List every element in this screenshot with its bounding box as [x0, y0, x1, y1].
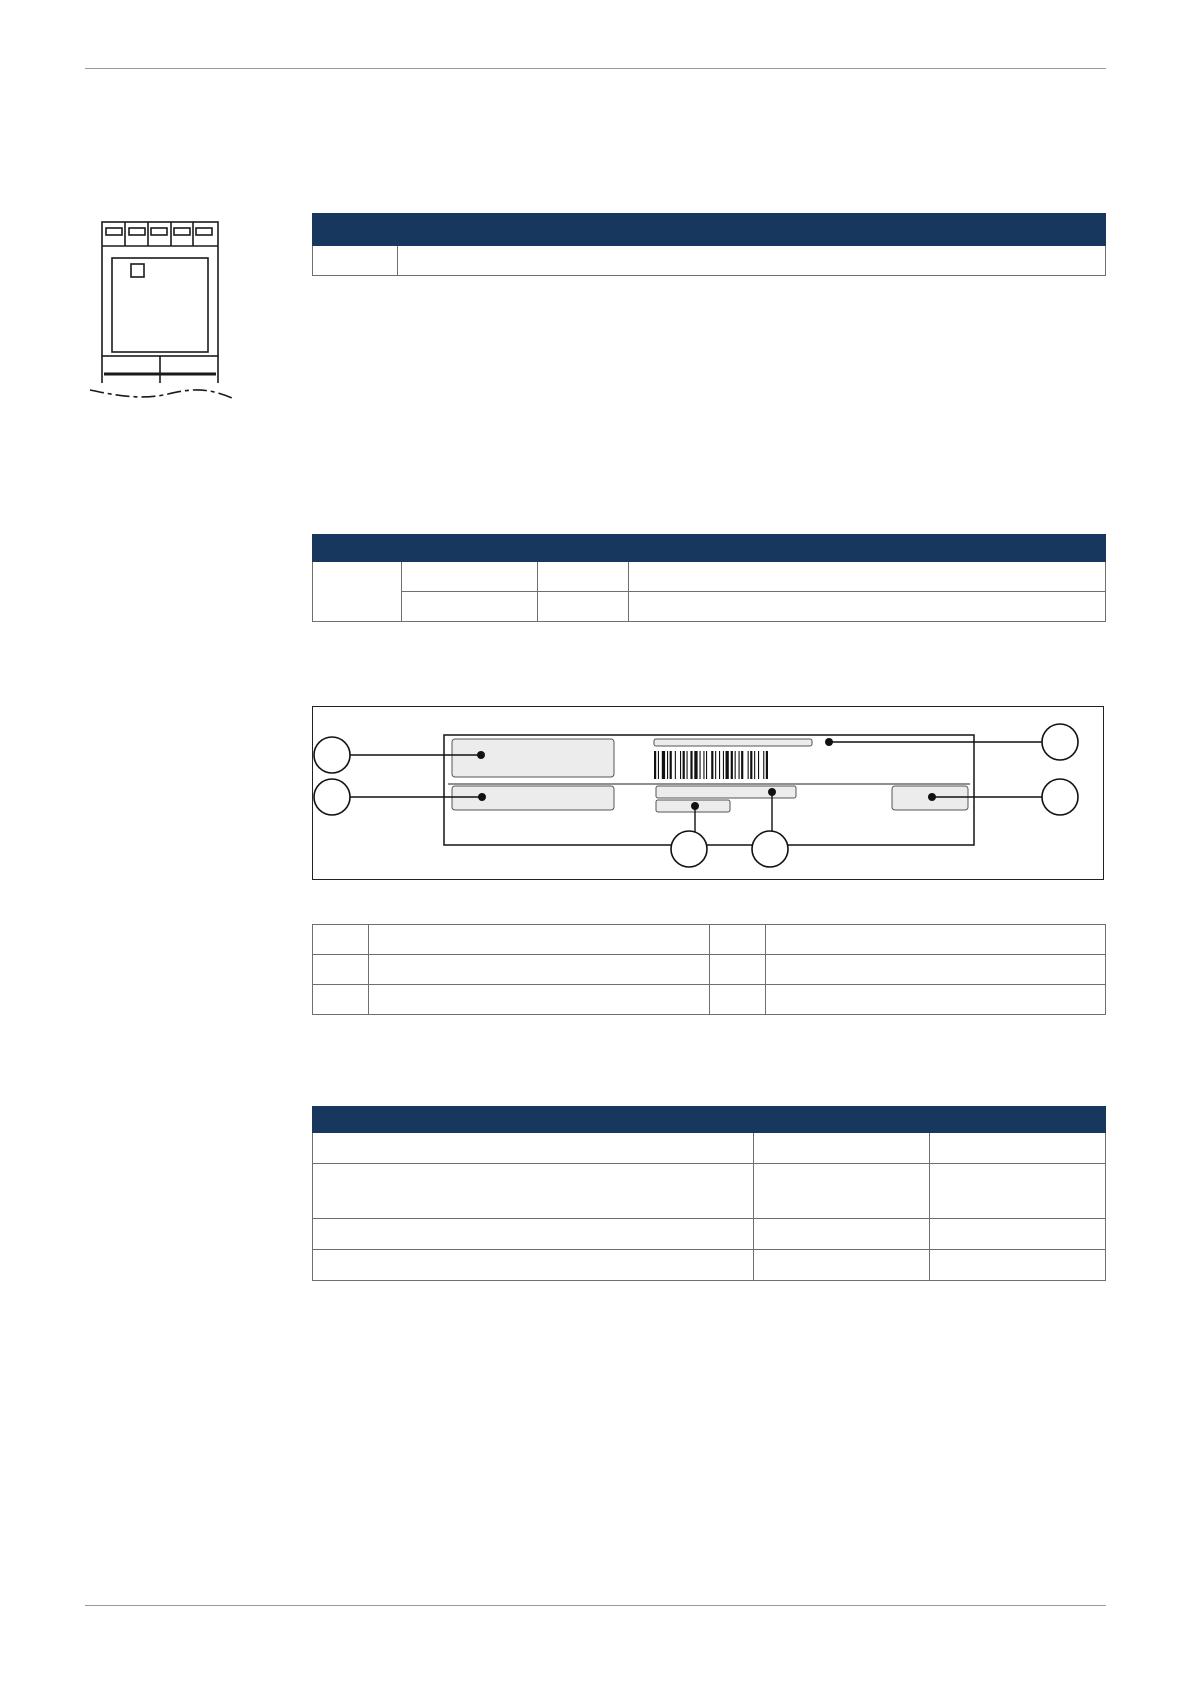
- nameplate-field-2: [452, 786, 614, 810]
- table-4: [312, 1106, 1106, 1281]
- table-2: [312, 534, 1106, 622]
- table-2-cell: [629, 562, 1106, 592]
- table-4-cell: [754, 1164, 930, 1219]
- legend-cell: [313, 955, 369, 985]
- table-4-cell: [930, 1164, 1106, 1219]
- legend-cell: [313, 985, 369, 1015]
- legend-cell: [369, 925, 710, 955]
- table-1: [312, 213, 1106, 276]
- table-2-cell: [402, 562, 538, 592]
- table-2-cell: [402, 592, 538, 622]
- table-1-header-cell: [313, 214, 398, 246]
- legend-cell: [710, 955, 766, 985]
- callout-6: [1042, 779, 1078, 815]
- barcode-icon: [654, 751, 768, 779]
- callout-4: [752, 831, 788, 867]
- table-4-cell: [930, 1250, 1106, 1281]
- legend-cell: [369, 955, 710, 985]
- header-rule: [85, 68, 1106, 69]
- table-4-header-cell: [754, 1107, 930, 1133]
- table-4-header-cell: [313, 1107, 754, 1133]
- legend-cell: [369, 985, 710, 1015]
- table-2-cell: [538, 562, 629, 592]
- table-2-cell: [313, 562, 402, 622]
- legend-cell: [313, 925, 369, 955]
- table-1-header-cell: [398, 214, 1106, 246]
- table-4-cell: [313, 1219, 754, 1250]
- table-2-cell: [629, 592, 1106, 622]
- table-4-cell: [313, 1133, 754, 1164]
- table-2-cell: [538, 592, 629, 622]
- table-2-header-cell: [402, 535, 538, 562]
- legend-cell: [766, 985, 1106, 1015]
- table-4-cell: [754, 1133, 930, 1164]
- nameplate-field-3: [654, 739, 812, 746]
- table-4-cell: [930, 1219, 1106, 1250]
- nameplate-diagram: [312, 706, 1104, 880]
- callout-1: [314, 737, 350, 773]
- drive-module-front-icon: [88, 218, 234, 410]
- legend-table: [312, 924, 1106, 1015]
- table-1-cell: [313, 246, 398, 276]
- nameplate-field-1: [452, 739, 614, 777]
- table-4-cell: [313, 1164, 754, 1219]
- table-4-header-cell: [930, 1107, 1106, 1133]
- legend-cell: [766, 955, 1106, 985]
- table-2-header-cell: [313, 535, 402, 562]
- legend-cell: [710, 925, 766, 955]
- table-4-cell: [754, 1250, 930, 1281]
- callout-5: [1042, 724, 1078, 760]
- callout-2: [314, 779, 350, 815]
- table-4-cell: [754, 1219, 930, 1250]
- table-4-cell: [930, 1133, 1106, 1164]
- footer-rule: [85, 1605, 1106, 1606]
- table-2-header-cell: [629, 535, 1106, 562]
- table-1-cell: [398, 246, 1106, 276]
- legend-cell: [766, 925, 1106, 955]
- legend-cell: [710, 985, 766, 1015]
- table-4-cell: [313, 1250, 754, 1281]
- table-2-header-cell: [538, 535, 629, 562]
- callout-3: [671, 831, 707, 867]
